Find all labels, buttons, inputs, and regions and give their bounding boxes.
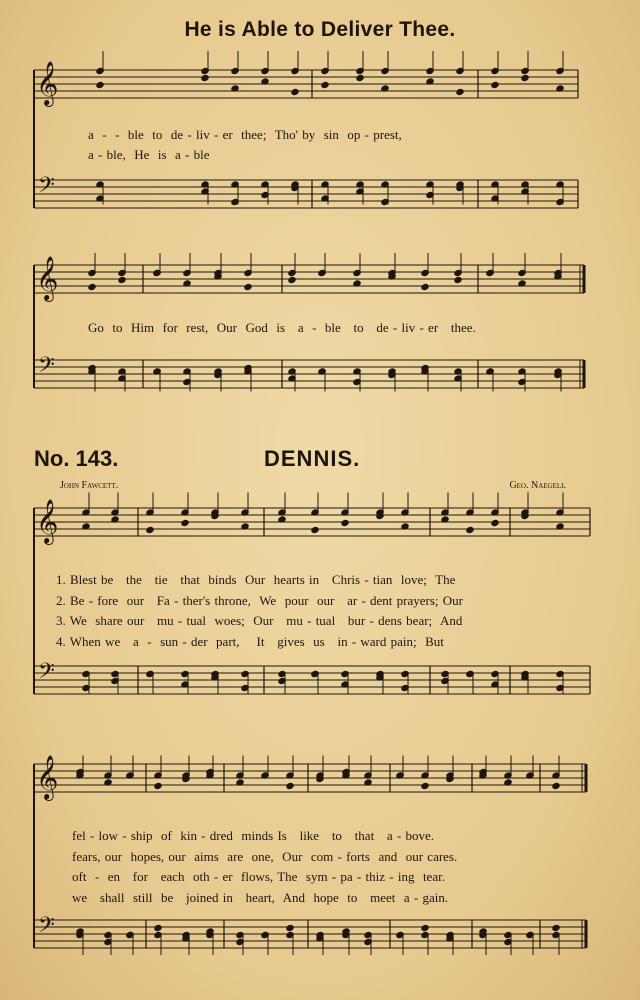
note-head xyxy=(356,74,364,81)
verse-2-line-a: 2. Be - fore our Fa - ther's throne, We pour our ar - dent prayers; Our xyxy=(56,593,463,608)
hymn-number: No. 143. xyxy=(34,446,119,471)
note-head xyxy=(181,519,189,526)
note-head xyxy=(286,924,294,931)
note-head xyxy=(454,276,462,283)
note-head xyxy=(288,276,296,283)
note-head xyxy=(421,924,429,931)
lyric-line: a - - ble to de - liv - er thee; Tho' by sin op - prest, xyxy=(88,127,402,142)
note-head xyxy=(291,88,299,95)
treble-clef: 𝄞 xyxy=(36,499,59,543)
note-head xyxy=(201,74,209,81)
note-head xyxy=(96,81,104,88)
note-head xyxy=(521,74,529,81)
note-head xyxy=(118,276,126,283)
composer-credit: Geo. Naegeli. xyxy=(509,480,566,491)
note-head xyxy=(466,526,474,533)
note-head xyxy=(88,283,96,290)
verse-1-line-b: fel - low - ship of kin - dred minds Is like to that a - bove. xyxy=(72,828,435,843)
verse-3-line-a: 3. We share our mu - tual woes; Our mu - tual bur - dens bear; And xyxy=(56,613,463,628)
note-head xyxy=(244,283,252,290)
note-head xyxy=(552,782,560,789)
bass-clef: 𝄢 xyxy=(38,659,55,689)
lyric-line: a - ble, He is a - ble xyxy=(88,147,210,162)
verse-1-line-a: 1. Blest be the tie that binds Our hearts in Chris - tian love; The xyxy=(56,572,456,587)
bass-clef: 𝄢 xyxy=(38,353,55,383)
note-head xyxy=(154,924,162,931)
hymn-title: DENNIS. xyxy=(264,446,361,471)
verse-4-line-b: we shall still be joined in heart, And hope to meet a - gain. xyxy=(72,890,449,905)
lyricist-credit: John Fawcett. xyxy=(60,480,119,491)
note-head xyxy=(491,81,499,88)
note-head xyxy=(286,782,294,789)
note-head xyxy=(552,924,560,931)
note-head xyxy=(146,526,154,533)
note-head xyxy=(421,782,429,789)
note-head xyxy=(421,283,429,290)
lyric-line: Go to Him for rest, Our God is a - ble to de - liv - er thee. xyxy=(88,320,476,335)
note-head xyxy=(456,88,464,95)
note-head xyxy=(491,519,499,526)
treble-clef: 𝄞 xyxy=(36,256,59,300)
note-head xyxy=(321,81,329,88)
treble-clef: 𝄞 xyxy=(36,61,59,105)
verse-3-line-b: oft - en for each oth - er flows, The sym - pa - thiz - ing tear. xyxy=(72,869,445,884)
verse-4-line-a: 4. When we a - sun - der part, It gives us in - ward pain; But xyxy=(56,634,444,649)
note-head xyxy=(154,782,162,789)
verse-2-line-b: fears, our hopes, our aims are one, Our com - forts and our cares. xyxy=(72,849,458,864)
song-title: He is Able to Deliver Thee. xyxy=(184,18,456,41)
bass-clef: 𝄢 xyxy=(38,913,55,943)
note-head xyxy=(311,526,319,533)
treble-clef: 𝄞 xyxy=(36,755,59,799)
bass-clef: 𝄢 xyxy=(38,173,55,203)
note-head xyxy=(341,519,349,526)
